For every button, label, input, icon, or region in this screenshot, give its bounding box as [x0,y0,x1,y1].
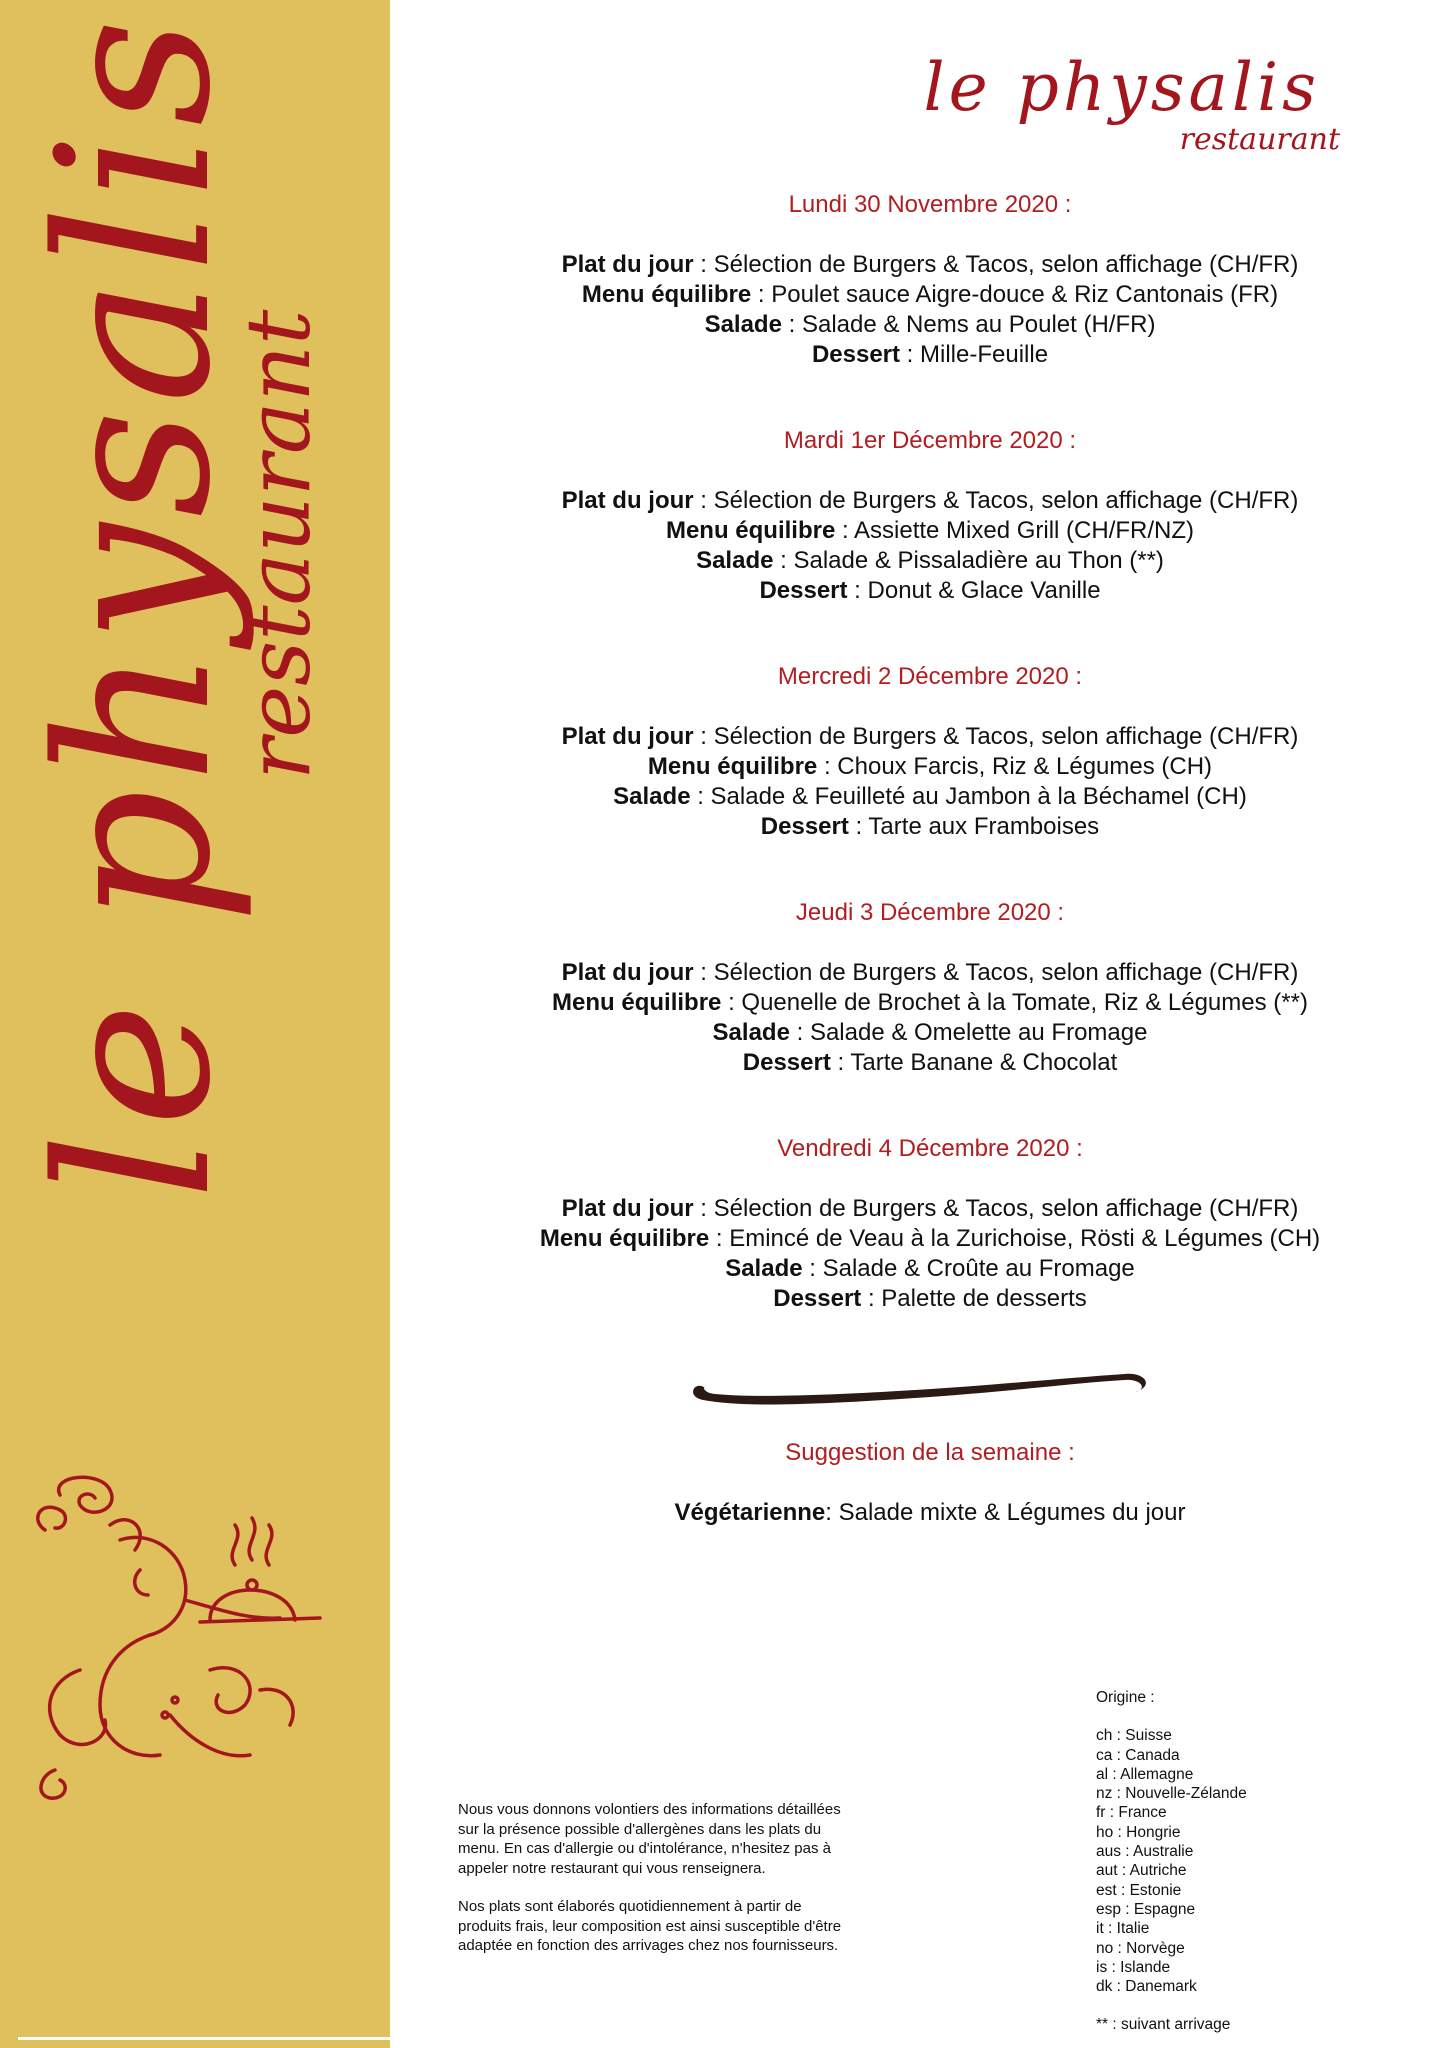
menu-line [460,1284,1400,1314]
day-title: Mercredi 2 Décembre 2020 : [777,663,1083,690]
sidebar-panel [0,0,390,2048]
day-title: Lundi 30 Novembre 2020 : [788,191,1072,218]
fresh-line: produits frais, leur composition est ainsi susceptible d'être [458,1917,842,1935]
menu-line-label: Menu équilibre [647,753,818,780]
menu-line [460,988,1400,1018]
allergen-line: Nous vous donnons volontiers des informations détaillées [458,1801,841,1818]
header-logo-name: le physalis [923,49,1320,126]
menu-line-label: Menu équilibre [665,517,836,544]
menu-line-text: : Sélection de Burgers & Tacos, selon affichage (CH/FR) [693,251,1299,278]
suggestion-label: Végétarienne [674,1499,826,1526]
suggestion-line [460,1498,1400,1528]
origin-title: Origine : [1096,1689,1155,1706]
menu-line-text: : Sélection de Burgers & Tacos, selon affichage (CH/FR) [693,1195,1299,1222]
menu-line [460,958,1400,988]
menu-line [460,1018,1400,1048]
menu-line [460,1194,1400,1224]
vertical-logo-name: le physalis [12,12,257,1200]
menu-line-text: : Mille-Feuille [900,341,1049,368]
origin-entry: nz : Nouvelle-Zélande [1096,1785,1247,1803]
menu-line-label: Menu équilibre [539,1225,710,1252]
origin-entry: dk : Danemark [1096,1978,1197,1996]
menu-line [460,1048,1400,1078]
menu-line [460,486,1400,516]
menu-line-label: Salade [712,1019,790,1046]
menu-line [460,280,1400,310]
menu-line [460,1254,1400,1284]
header-logo-subtitle: restaurant [1179,122,1340,157]
menu-line-label: Dessert [742,1049,831,1076]
menu-line-label: Plat du jour [561,959,694,986]
menu-line-text: : Sélection de Burgers & Tacos, selon affichage (CH/FR) [693,487,1299,514]
menu-line-text: : Palette de desserts [861,1285,1087,1312]
fresh-line: adaptée en fonction des arrivages chez nos fournisseurs. [458,1937,839,1954]
day-title: Mardi 1er Décembre 2020 : [783,427,1077,454]
allergen-notice [458,1800,998,1975]
menu-line-label: Plat du jour [561,251,694,278]
weekly-menu [460,190,1400,1370]
menu-line-label: Plat du jour [561,1195,694,1222]
day-section [460,1134,1400,1314]
origin-entry: fr : France [1096,1804,1167,1822]
menu-line-label: Menu équilibre [581,281,752,308]
menu-line [460,310,1400,340]
menu-line [460,516,1400,546]
day-title: Vendredi 4 Décembre 2020 : [777,1135,1083,1162]
origin-entry: no : Norvège [1096,1939,1185,1957]
menu-line-text: : Tarte aux Framboises [848,813,1100,840]
menu-line [460,782,1400,812]
menu-line-text: : Salade & Omelette au Fromage [789,1019,1148,1046]
menu-line-label: Salade [725,1255,803,1282]
menu-line [460,752,1400,782]
menu-line-label: Menu équilibre [552,989,722,1016]
chef-with-cloche-illustration [20,1470,380,1800]
suggestion-text: : Salade mixte & Légumes du jour [825,1499,1186,1526]
vertical-logo-subtitle: restaurant [227,309,330,780]
menu-line-text: : Sélection de Burgers & Tacos, selon affichage (CH/FR) [693,723,1299,750]
origin-entry: al : Allemagne [1096,1765,1194,1783]
menu-line-label: Salade [696,547,774,574]
menu-line-text: : Salade & Croûte au Fromage [802,1255,1135,1282]
menu-line-text: : Quenelle de Brochet à la Tomate, Riz & Légumes (**) [721,989,1308,1016]
menu-line [460,722,1400,752]
menu-line-label: Dessert [759,577,848,604]
fresh-products-paragraph [458,1897,998,1956]
menu-line-text: : Assiette Mixed Grill (CH/FR/NZ) [835,517,1195,544]
menu-line-text: : Emincé de Veau à la Zurichoise, Rösti & Légumes (CH) [709,1225,1321,1252]
menu-line-label: Salade [704,311,782,338]
fresh-line: Nos plats sont élaborés quotidiennement à partir de [458,1898,802,1915]
origin-entry: esp : Espagne [1096,1900,1196,1918]
day-section [460,426,1400,606]
menu-line-label: Salade [613,783,691,810]
menu-line-text: : Tarte Banane & Chocolat [830,1049,1118,1076]
header-logo [900,49,1380,170]
allergen-line: appeler notre restaurant qui vous renseignera. [458,1859,766,1877]
origin-entry: is : Islande [1096,1958,1171,1976]
menu-line-label: Dessert [811,341,901,368]
origin-legend [1096,1688,1396,2035]
menu-line [460,1224,1400,1254]
allergen-line: menu. En cas d'allergie ou d'intolérance, n'hesitez pas à [458,1840,831,1857]
origin-entry: ho : Hongrie [1096,1823,1181,1841]
origin-entry: ch : Suisse [1096,1727,1172,1745]
menu-line-text: : Salade & Nems au Poulet (H/FR) [781,311,1156,338]
allergen-paragraph [458,1800,998,1878]
origin-note: ** : suivant arrivage [1096,2016,1231,2034]
menu-line-text: : Poulet sauce Aigre-douce & Riz Cantonais (FR) [751,281,1279,308]
suggestion-title: Suggestion de la semaine : [785,1439,1075,1466]
sidebar-bottom-rule [18,2037,390,2040]
ornamental-divider [685,1368,1155,1412]
menu-line-label: Dessert [760,813,849,840]
menu-line [460,812,1400,842]
menu-line-label: Dessert [773,1285,862,1312]
day-title: Jeudi 3 Décembre 2020 : [795,899,1065,926]
menu-line-text: : Sélection de Burgers & Tacos, selon affichage (CH/FR) [693,959,1299,986]
vertical-logo [12,12,330,1220]
origin-entry: it : Italie [1096,1920,1150,1938]
day-section [460,662,1400,842]
menu-line-text: : Donut & Glace Vanille [847,577,1101,604]
allergen-line: sur la présence possible d'allergènes dans les plats du [458,1820,822,1838]
origin-entry: aut : Autriche [1096,1862,1187,1880]
day-section [460,190,1400,370]
origin-entry: est : Estonie [1096,1881,1182,1899]
menu-line-label: Plat du jour [561,723,694,750]
menu-line [460,576,1400,606]
menu-line-text: : Salade & Feuilleté au Jambon à la Béchamel (CH) [690,783,1247,810]
origin-entry: aus : Australie [1096,1843,1194,1861]
menu-line [460,546,1400,576]
day-section [460,898,1400,1078]
menu-line-text: : Choux Farcis, Riz & Légumes (CH) [817,753,1213,780]
menu-line-text: : Salade & Pissaladière au Thon (**) [773,547,1164,574]
menu-line [460,340,1400,370]
origin-entry: ca : Canada [1096,1746,1180,1764]
menu-line [460,250,1400,280]
weekly-suggestion [460,1438,1400,1528]
menu-line-label: Plat du jour [561,487,694,514]
